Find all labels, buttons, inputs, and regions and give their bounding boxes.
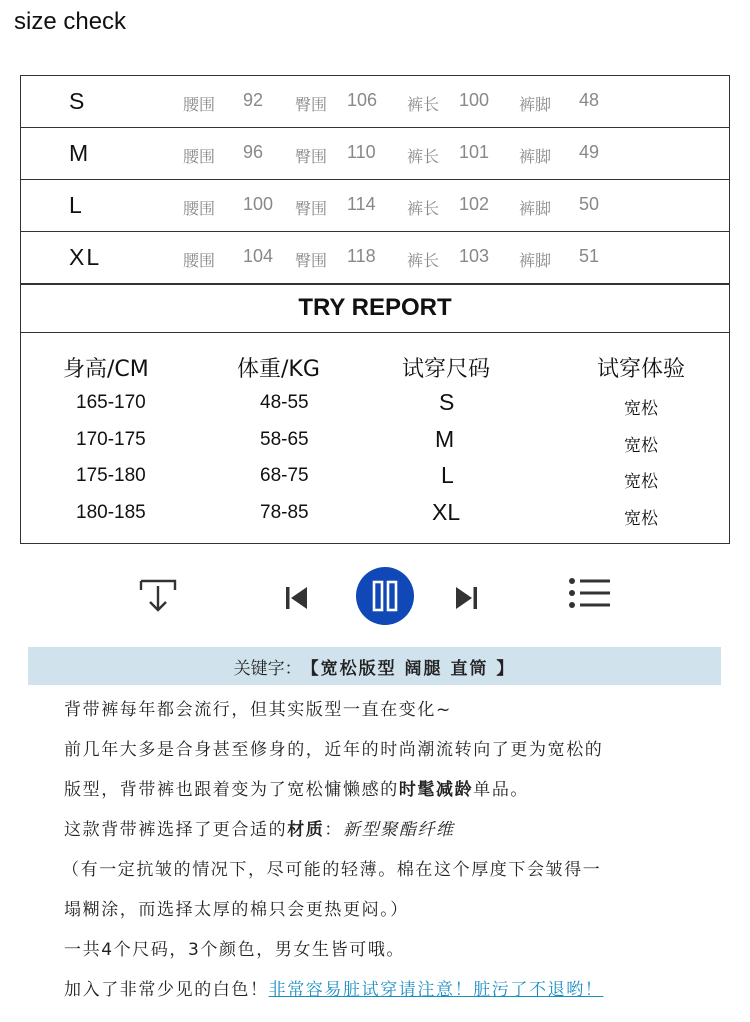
- size-label: XL: [69, 244, 102, 270]
- hem-label: 裤脚: [519, 95, 552, 114]
- feel-cell: 宽松: [624, 436, 658, 456]
- size-label: S: [69, 88, 87, 114]
- size-cell: M: [435, 426, 455, 452]
- size-label: M: [69, 140, 91, 166]
- length-label: 裤长: [407, 147, 440, 166]
- feel-cell: 宽松: [624, 509, 658, 529]
- warning-text: 非常容易脏试穿请注意！脏污了不退哟！: [268, 980, 604, 1000]
- description-line: 前几年大多是合身甚至修身的，近年的时尚潮流转向了更为宽松的: [64, 740, 604, 760]
- hem-value: 51: [579, 246, 600, 266]
- length-value: 102: [459, 194, 490, 214]
- weight-cell: 58-65: [260, 429, 309, 450]
- description-text: 版型，背带裤也跟着变为了宽松慵懒感的: [64, 780, 399, 800]
- player-controls: [0, 565, 750, 630]
- waist-label: 腰围: [183, 95, 216, 114]
- weight-cell: 78-85: [260, 502, 309, 523]
- description-line: 背带裤每年都会流行，但其实版型一直在变化~: [64, 700, 452, 720]
- waist-label: 腰围: [183, 199, 216, 218]
- size-row: [21, 76, 729, 128]
- description-highlight: 时髦减龄: [398, 780, 474, 800]
- waist-label: 腰围: [183, 147, 216, 166]
- description-line: [64, 975, 603, 1000]
- description-line: [64, 775, 529, 800]
- height-cell: 175-180: [76, 465, 146, 486]
- pause-button[interactable]: [356, 567, 414, 625]
- hip-value: 110: [347, 142, 376, 162]
- description-highlight: 材质: [287, 820, 325, 840]
- length-value: 100: [459, 90, 490, 110]
- size-cell: L: [441, 462, 454, 488]
- next-icon[interactable]: [454, 585, 478, 611]
- hip-value: 118: [347, 246, 376, 266]
- size-cell: XL: [432, 499, 461, 525]
- description-line: [64, 815, 455, 840]
- size-row: [21, 232, 729, 284]
- download-icon[interactable]: [138, 577, 178, 615]
- keyword-bar: [28, 647, 721, 685]
- length-value: 101: [459, 142, 490, 162]
- feel-cell: 宽松: [624, 399, 658, 419]
- try-report-title: TRY REPORT: [20, 283, 730, 333]
- hip-value: 114: [347, 194, 376, 214]
- try-report-table: [20, 332, 730, 544]
- feel-cell: 宽松: [624, 472, 658, 492]
- hip-label: 臀围: [295, 147, 328, 166]
- weight-cell: 48-55: [260, 392, 309, 413]
- hem-value: 50: [579, 194, 600, 214]
- description-line: 一共4个尺码，3个颜色，男女生皆可哦。: [64, 940, 406, 960]
- waist-value: 92: [243, 90, 264, 110]
- waist-value: 96: [243, 142, 264, 162]
- weight-cell: 68-75: [260, 465, 309, 486]
- length-value: 103: [459, 246, 490, 266]
- hem-value: 48: [579, 90, 600, 110]
- description-text: 单品。: [473, 780, 530, 800]
- hem-label: 裤脚: [519, 251, 552, 270]
- hem-value: 49: [579, 142, 600, 162]
- description-text: ：: [324, 820, 344, 840]
- height-cell: 170-175: [76, 429, 146, 450]
- size-row: [21, 180, 729, 232]
- length-label: 裤长: [407, 251, 440, 270]
- hem-label: 裤脚: [519, 199, 552, 218]
- page-title: size check: [14, 8, 127, 35]
- size-table: [20, 75, 730, 285]
- hip-label: 臀围: [295, 95, 328, 114]
- description-line: 塌糊涂，而选择太厚的棉只会更热更闷。）: [64, 900, 409, 920]
- pause-icon: [370, 579, 400, 613]
- description-text: 这款背带裤选择了更合适的: [64, 820, 288, 840]
- header-size: 试穿尺码: [402, 357, 491, 382]
- playlist-icon[interactable]: [568, 577, 612, 611]
- hip-label: 臀围: [295, 251, 328, 270]
- waist-value: 100: [243, 194, 274, 214]
- length-label: 裤长: [407, 199, 440, 218]
- header-feel: 试穿体验: [597, 357, 686, 382]
- header-weight: 体重/KG: [237, 357, 320, 382]
- size-cell: S: [439, 389, 455, 415]
- waist-value: 104: [243, 246, 274, 266]
- hip-value: 106: [347, 90, 378, 110]
- length-label: 裤长: [407, 95, 440, 114]
- waist-label: 腰围: [183, 251, 216, 270]
- hip-label: 臀围: [295, 199, 328, 218]
- size-row: [21, 128, 729, 180]
- header-height: 身高/CM: [63, 357, 149, 382]
- keyword-label: 关键字：: [233, 658, 302, 679]
- keyword-value: 【宽松版型 阔腿 直筒 】: [301, 658, 516, 679]
- description-text: 加入了非常少见的白色！: [64, 980, 269, 1000]
- height-cell: 180-185: [76, 502, 146, 523]
- size-label: L: [69, 192, 84, 218]
- material-name: 新型聚酯纤维: [343, 820, 455, 840]
- description-line: （有一定抗皱的情况下，尽可能的轻薄。棉在这个厚度下会皱得一: [62, 860, 602, 880]
- hem-label: 裤脚: [519, 147, 552, 166]
- height-cell: 165-170: [76, 392, 146, 413]
- previous-icon[interactable]: [285, 585, 309, 611]
